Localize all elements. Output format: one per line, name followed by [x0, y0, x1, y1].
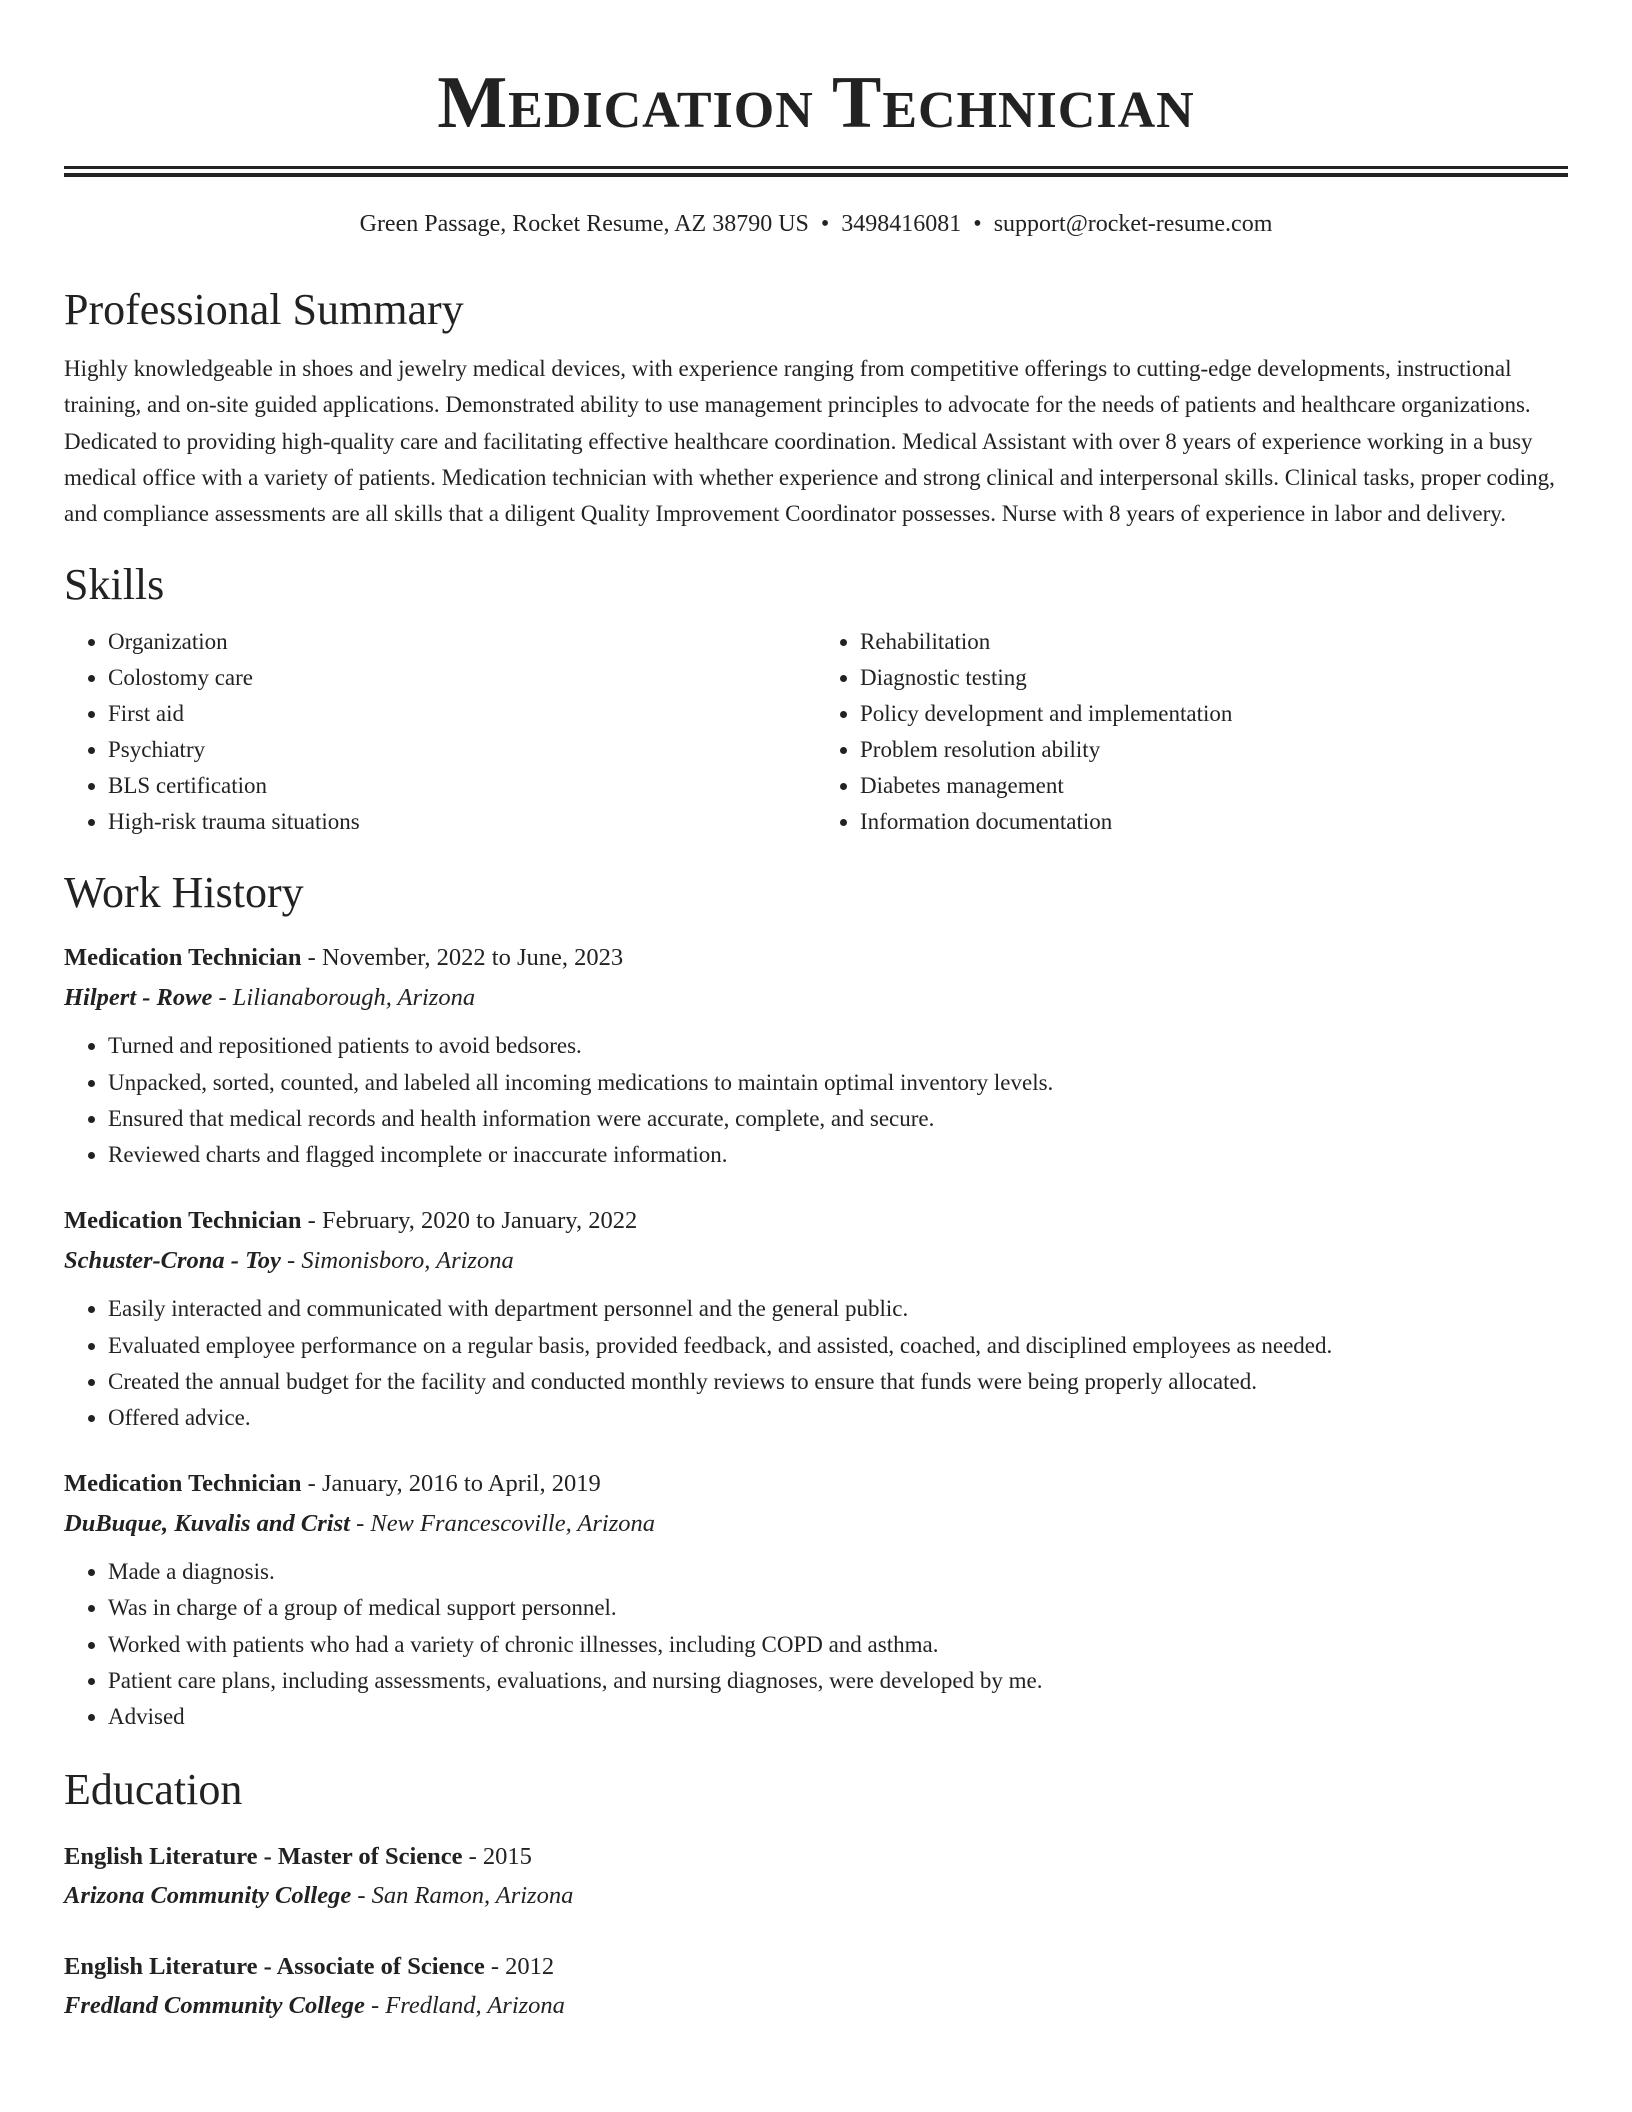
job-company: Schuster-Crona - Toy — [64, 1247, 281, 1275]
job-bullet: • Created the annual budget for the facility and conducted monthly reviews to ensure that funds were being properly allocated. — [108, 1364, 1568, 1400]
job-bullet: • Made a diagnosis. — [108, 1554, 1568, 1590]
contact-separator: • — [973, 211, 982, 237]
skill-item: • Diabetes management — [860, 768, 1568, 804]
skill-item: • Colostomy care — [108, 660, 816, 696]
skill-item: • Policy development and implementation — [860, 696, 1568, 732]
skills-columns — [64, 624, 1568, 840]
job-header — [64, 1201, 1568, 1241]
resume-name: Medication Technician — [437, 62, 1195, 144]
job-bullet: • Worked with patients who had a variety of chronic illnesses, including COPD and asthma. — [108, 1627, 1568, 1663]
skills-list-left — [64, 624, 816, 840]
job-role: Medication Technician — [64, 1207, 302, 1235]
job-entry — [64, 938, 1568, 1173]
education-school: Fredland Community College — [64, 1992, 365, 2020]
education-entry — [64, 1947, 1568, 2025]
job-dates: - January, 2016 to April, 2019 — [301, 1470, 601, 1498]
job-entry — [64, 1201, 1568, 1436]
education-location: - San Ramon, Arizona — [351, 1882, 574, 1910]
header-divider — [64, 166, 1568, 177]
education-school: Arizona Community College — [64, 1882, 352, 1910]
skill-item: • Psychiatry — [108, 732, 816, 768]
education-school-line — [64, 1877, 1568, 1915]
job-company: DuBuque, Kuvalis and Crist — [64, 1510, 350, 1538]
education-degree: English Literature - Master of Science — [64, 1843, 463, 1871]
job-role: Medication Technician — [64, 1470, 302, 1498]
skills-list-right — [816, 624, 1568, 840]
job-bullet: • Reviewed charts and flagged incomplete or inaccurate information. — [108, 1137, 1568, 1173]
job-company: Hilpert - Rowe — [64, 984, 213, 1012]
job-dates: - February, 2020 to January, 2022 — [301, 1207, 638, 1235]
education-entry — [64, 1837, 1568, 1915]
skill-item: • Problem resolution ability — [860, 732, 1568, 768]
education-degree: English Literature - Associate of Science — [64, 1953, 485, 1981]
education-header — [64, 1837, 1568, 1877]
job-location: - Simonisboro, Arizona — [280, 1247, 514, 1275]
contact-phone: 3498416081 — [841, 211, 962, 237]
job-bullet: • Easily interacted and communicated with department personnel and the general public. — [108, 1291, 1568, 1327]
contact-line — [64, 209, 1568, 239]
job-location: - New Francescoville, Arizona — [349, 1510, 656, 1538]
job-header — [64, 938, 1568, 978]
job-bullets — [64, 1028, 1568, 1173]
job-bullet: • Unpacked, sorted, counted, and labeled all incoming medications to maintain optimal inventory levels. — [108, 1065, 1568, 1101]
job-bullet: • Evaluated employee performance on a regular basis, provided feedback, and assisted, coached, and disciplined employees as needed. — [108, 1328, 1568, 1364]
skill-item: • Information documentation — [860, 804, 1568, 840]
education-location: - Fredland, Arizona — [364, 1992, 565, 2020]
skills-heading: Skills — [64, 560, 165, 610]
job-bullets — [64, 1291, 1568, 1436]
skill-item: • High-risk trauma situations — [108, 804, 816, 840]
contact-email: support@rocket-resume.com — [993, 211, 1273, 237]
job-bullet: • Turned and repositioned patients to avoid bedsores. — [108, 1028, 1568, 1064]
education-header — [64, 1947, 1568, 1987]
job-bullet: • Advised — [108, 1699, 1568, 1735]
contact-address: Green Passage, Rocket Resume, AZ 38790 US — [359, 211, 809, 237]
job-bullet: • Patient care plans, including assessments, evaluations, and nursing diagnoses, were developed by me. — [108, 1663, 1568, 1699]
work-history-heading: Work History — [64, 868, 304, 918]
job-bullet: • Offered advice. — [108, 1400, 1568, 1436]
skill-item: • BLS certification — [108, 768, 816, 804]
job-company-line — [64, 1241, 1568, 1281]
education-year: - 2012 — [484, 1953, 555, 1981]
job-entry — [64, 1464, 1568, 1735]
summary-heading: Professional Summary — [64, 285, 464, 334]
skill-item: • Rehabilitation — [860, 624, 1568, 660]
education-year: - 2015 — [462, 1843, 532, 1871]
job-company-line — [64, 1504, 1568, 1544]
education-heading: Education — [64, 1765, 243, 1815]
job-bullets — [64, 1554, 1568, 1735]
job-header — [64, 1464, 1568, 1504]
skill-item: • Organization — [108, 624, 816, 660]
contact-separator: • — [820, 211, 830, 237]
skill-item: • Diagnostic testing — [860, 660, 1568, 696]
job-company-line — [64, 978, 1568, 1018]
job-bullet: • Ensured that medical records and health information were accurate, complete, and secure. — [108, 1101, 1568, 1137]
job-location: - Lilianaborough, Arizona — [212, 984, 476, 1012]
job-role: Medication Technician — [64, 944, 302, 972]
education-school-line — [64, 1987, 1568, 2025]
job-bullet: • Was in charge of a group of medical support personnel. — [108, 1590, 1568, 1626]
job-dates: - November, 2022 to June, 2023 — [301, 944, 624, 972]
summary-text: Highly knowledgeable in shoes and jewelry medical devices, with experience ranging from competitive offerings to cutting-edge developments, instructional training, and on-site guided applications. Demonstrated ability to use management principles to advocate for the needs of patients and healthcare organizations. Dedicated to providing high-quality care and facilitating effective healthcare coordination. Medical Assistant with over 8 years of experience working in a busy medical office with a variety of patients. Medication technician with whether experience and strong clinical and interpersonal skills. Clinical tasks, proper coding, and compliance assessments are all skills that a diligent Quality Improvement Coordinator possesses. Nurse with 8 years of experience in labor and delivery. — [64, 356, 1555, 527]
skill-item: • First aid — [108, 696, 816, 732]
